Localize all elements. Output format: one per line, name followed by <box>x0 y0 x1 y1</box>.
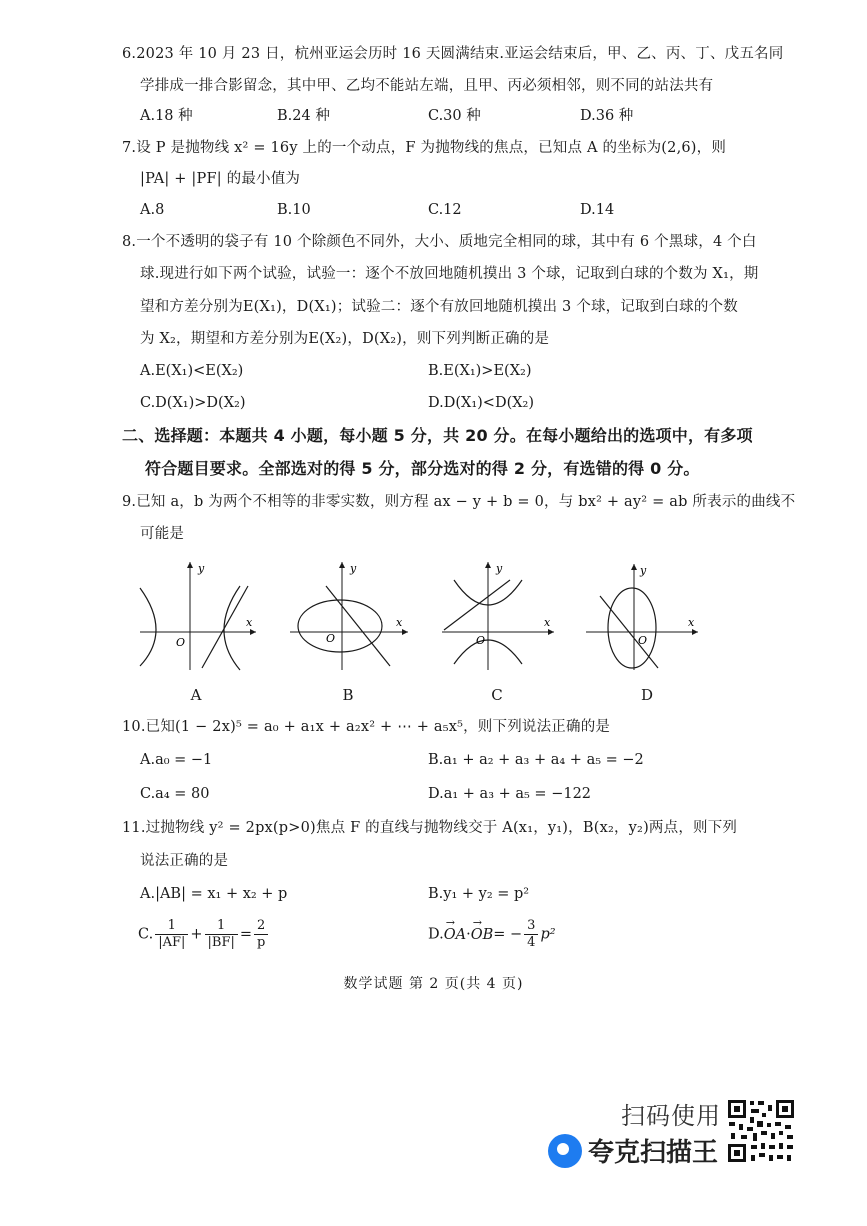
q11-option-d-dot: · <box>466 926 471 943</box>
q10-option-d: D.a₁ + a₃ + a₅ = −122 <box>428 786 592 802</box>
q9-line2: 可能是 <box>140 526 185 542</box>
q11-option-c-prefix: C. <box>138 926 154 943</box>
figure-c-label: C <box>491 686 503 704</box>
q11-option-c-frac2: $\frac{1}{|BF|}$ <box>205 918 238 951</box>
q11-option-d-prefix: D. <box>428 926 444 943</box>
scanner-brand <box>548 1132 718 1169</box>
q8-line2: 球.现进行如下两个试验，试验一：逐个不放回地随机摸出 3 个球，记取到白球的个数为 X₁，期 <box>140 266 759 282</box>
q9-figure-a <box>132 558 262 678</box>
q9-figure-d <box>584 558 704 678</box>
figure-a-x-label: x <box>246 616 253 629</box>
quark-logo-icon <box>548 1134 582 1168</box>
q9-line1: 9.已知 a，b 为两个不相等的非零实数，则方程 ax − y + b = 0，与 bx² + ay² = ab 所表示的曲线不 <box>122 494 796 510</box>
section2-heading-line2: 符合题目要求。全部选对的得 5 分，部分选对的得 2 分，有选错的得 0 分。 <box>145 459 700 478</box>
q7-line2: |PA| + |PF| 的最小值为 <box>140 171 301 187</box>
figure-c-graph <box>438 558 568 678</box>
q8-option-c: C.D(X₁)>D(X₂) <box>140 395 246 411</box>
figure-b-label: B <box>342 686 354 704</box>
figure-d-x-label: x <box>688 616 695 629</box>
figure-a-y-label: y <box>198 562 205 575</box>
q8-option-b: B.E(X₁)>E(X₂) <box>428 363 532 379</box>
q6-line2: 学排成一排合影留念，其中甲、乙均不能站左端，且甲、丙必须相邻，则不同的站法共有 <box>140 78 714 94</box>
q11-option-c <box>138 918 270 951</box>
qr-code-icon <box>727 1099 795 1163</box>
q11-option-c-frac1: $\frac{1}{|AF|}$ <box>155 918 188 951</box>
q7-option-a: A.8 <box>140 202 165 218</box>
q11-option-b: B.y₁ + y₂ = p² <box>428 886 530 902</box>
q8-line3: 望和方差分别为E(X₁)，D(X₁)；试验二：逐个有放回地随机摸出 3 个球，记取到白球的个数 <box>140 299 738 315</box>
figure-b-origin-label: O <box>326 632 336 645</box>
figure-a-graph <box>132 558 262 678</box>
figure-d-y-label: y <box>640 564 647 577</box>
q10-option-b: B.a₁ + a₂ + a₃ + a₄ + a₅ = −2 <box>428 752 644 768</box>
figure-d-label: D <box>640 686 654 704</box>
q7-option-c: C.12 <box>428 202 462 218</box>
q7-option-d: D.14 <box>580 202 615 218</box>
figure-c-origin-label: O <box>476 634 486 647</box>
figure-c-x-label: x <box>544 616 551 629</box>
q8-line1: 8.一个不透明的袋子有 10 个除颜色不同外，大小、质地完全相同的球，其中有 6 个黑球，4 个白 <box>122 234 757 250</box>
q11-option-d <box>428 918 556 951</box>
q10-option-c: C.a₄ = 80 <box>140 786 210 802</box>
q11-line2: 说法正确的是 <box>140 853 229 869</box>
q8-option-a: A.E(X₁)<E(X₂) <box>140 363 244 379</box>
q10-line1: 10.已知(1 − 2x)⁵ = a₀ + a₁x + a₂x² + ⋯ + a₅x⁵，则下列说法正确的是 <box>122 719 611 735</box>
q11-option-d-eq: = − <box>493 926 523 943</box>
q11-option-d-tail: p² <box>540 926 556 943</box>
q8-line4: 为 X₂，期望和方差分别为E(X₂)，D(X₂)，则下列判断正确的是 <box>140 331 550 347</box>
q6-option-a: A.18 种 <box>140 108 193 124</box>
figure-c-y-label: y <box>496 562 503 575</box>
q6-line1: 6.2023 年 10 月 23 日，杭州亚运会历时 16 天圆满结束.亚运会结束后，甲、乙、丙、丁、戊五名同 <box>122 46 784 62</box>
page-footer: 数学试题 第 2 页(共 4 页) <box>343 976 524 992</box>
q7-line1: 7.设 P 是抛物线 x² = 16y 上的一个动点，F 为抛物线的焦点，已知点 A 的坐标为(2,6)，则 <box>122 140 727 156</box>
figure-b-graph <box>286 558 416 678</box>
q11-option-c-frac3: $\frac{2}{p}$ <box>254 918 268 951</box>
figure-a-origin-label: O <box>176 636 186 649</box>
scan-to-use-text: 扫码使用 <box>621 1102 721 1130</box>
q11-line1: 11.过抛物线 y² = 2px(p>0)焦点 F 的直线与抛物线交于 A(x₁，y₁)，B(x₂，y₂)两点，则下列 <box>122 820 738 836</box>
q9-figure-c <box>438 558 568 678</box>
q8-option-d: D.D(X₁)<D(X₂) <box>428 395 535 411</box>
figure-d-graph <box>584 558 704 678</box>
q11-option-d-vec-oa: → OA <box>444 925 466 945</box>
figure-b-y-label: y <box>350 562 357 575</box>
q11-option-a: A.|AB| = x₁ + x₂ + p <box>140 886 288 902</box>
q6-option-d: D.36 种 <box>580 108 634 124</box>
q9-figure-b <box>286 558 416 678</box>
q10-option-a: A.a₀ = −1 <box>140 752 213 768</box>
figure-d-origin-label: O <box>638 634 648 647</box>
q11-option-c-plus: + <box>190 926 203 943</box>
q7-option-b: B.10 <box>277 202 311 218</box>
q6-option-c: C.30 种 <box>428 108 481 124</box>
q11-option-d-vec-ob: → OB <box>471 925 494 945</box>
q6-option-b: B.24 种 <box>277 108 330 124</box>
scanner-brand-name: 夸克扫描王 <box>588 1138 719 1168</box>
figure-a-label: A <box>190 686 202 704</box>
figure-b-x-label: x <box>396 616 403 629</box>
q11-option-d-frac: $\frac{3}{4}$ <box>524 918 538 951</box>
section2-heading-line1: 二、选择题：本题共 4 小题，每小题 5 分，共 20 分。在每小题给出的选项中，有多项 <box>122 426 753 445</box>
q11-option-c-eq: = <box>239 926 253 943</box>
